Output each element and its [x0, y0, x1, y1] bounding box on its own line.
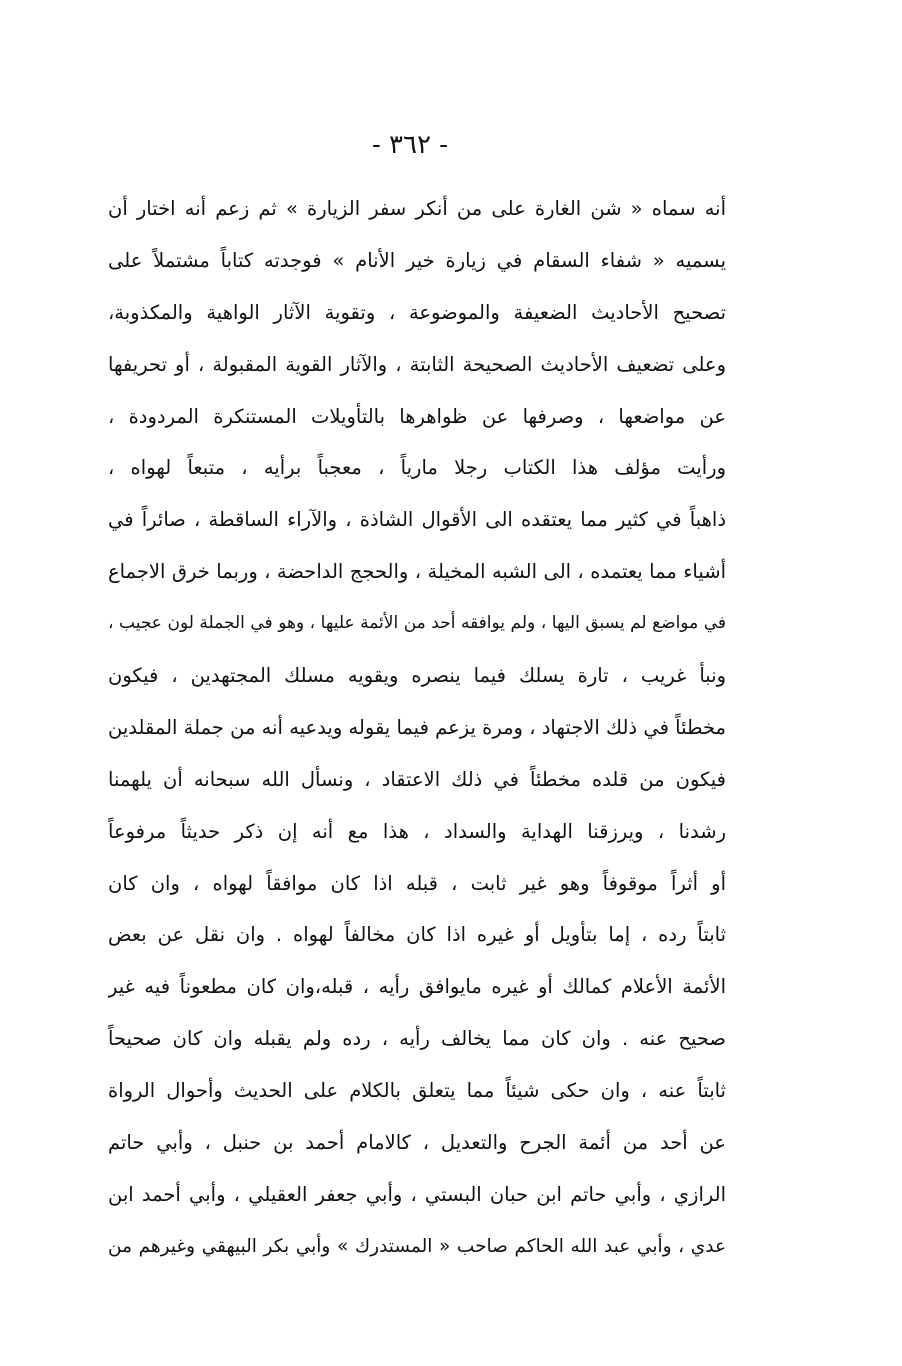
text-line: ذاهباً في كثير مما يعتقده الى الأقوال الشاذة ، والآراء الساقطة ، صائراً في — [108, 508, 726, 532]
text-line: صحيح عنه . وان كان مما يخالف رأيه ، رده ولم يقبله وان كان صحيحاً — [108, 1027, 726, 1051]
text-line: تصحيح الأحاديث الضعيفة والموضوعة ، وتقوية الآثار الواهية والمكذوبة، — [108, 300, 726, 324]
text-line: أشياء مما يعتمده ، الى الشبه المخيلة ، والحجج الداحضة ، وربما خرق الاجماع — [108, 560, 726, 584]
text-line: أو أثراً موقوفاً وهو غير ثابت ، قبله اذا كان موافقاً لهواه ، وان كان — [108, 871, 726, 895]
text-line: يسميه « شفاء السقام في زيارة خير الأنام » فوجدته كتاباً مشتملاً على — [108, 248, 726, 272]
text-line: ثابتاً عنه ، وان حكى شيئاً مما يتعلق بالكلام على الحديث وأحوال الرواة — [108, 1079, 726, 1103]
text-line: الرازي ، وأبي حاتم ابن حبان البستي ، وأبي جعفر العقيلي ، وأبي أحمد ابن — [108, 1182, 726, 1206]
text-line: ورأيت مؤلف هذا الكتاب رجلا مارياً ، معجباً برأيه ، متبعاً لهواه ، — [108, 456, 726, 480]
text-line: ثابتاً رده ، إما بتأويل أو غيره اذا كان مخالفاً لهواه . وان نقل عن بعض — [108, 923, 726, 947]
text-line: الأئمة الأعلام كمالك أو غيره مايوافق رأيه ، قبله،وان كان مطعوناً فيه غير — [108, 975, 726, 999]
body-text — [108, 183, 726, 1273]
text-line: أنه سماه « شن الغارة على من أنكر سفر الزيارة » ثم زعم أنه اختار أن — [108, 197, 726, 220]
text-line: ونبأ غريب ، تارة يسلك فيما ينصره ويقويه مسلك المجتهدين ، فيكون — [108, 664, 726, 688]
text-line: فيكون من قلده مخطئاً في ذلك الاعتقاد ، ونسأل الله سبحانه أن يلهمنا — [108, 767, 726, 791]
text-line: عدي ، وأبي عبد الله الحاكم صاحب « المستدرك » وأبي بكر البيهقي وغيرهم من — [108, 1235, 726, 1257]
text-line: رشدنا ، ويرزقنا الهداية والسداد ، هذا مع أنه إن ذكر حديثاً مرفوعاً — [108, 819, 726, 843]
text-line: عن مواضعها ، وصرفها عن ظواهرها بالتأويلات المستنكرة المردودة ، — [108, 404, 726, 428]
text-line: عن أحد من أئمة الجرح والتعديل ، كالامام أحمد بن حنبل ، وأبي حاتم — [108, 1131, 726, 1155]
page-number: - ٣٦٢ - — [371, 130, 449, 160]
text-line: وعلى تضعيف الأحاديث الصحيحة الثابتة ، والآثار القوية المقبولة ، أو تحريفها — [108, 352, 726, 376]
text-line: مخطئاً في ذلك الاجتهاد ، ومرة يزعم فيما يقوله ويدعيه أنه من جملة المقلدين — [108, 715, 726, 739]
text-line: في مواضع لم يسبق اليها ، ولم يوافقه أحد من الأئمة عليها ، وهو في الجملة لون عجيب ، — [108, 613, 726, 634]
